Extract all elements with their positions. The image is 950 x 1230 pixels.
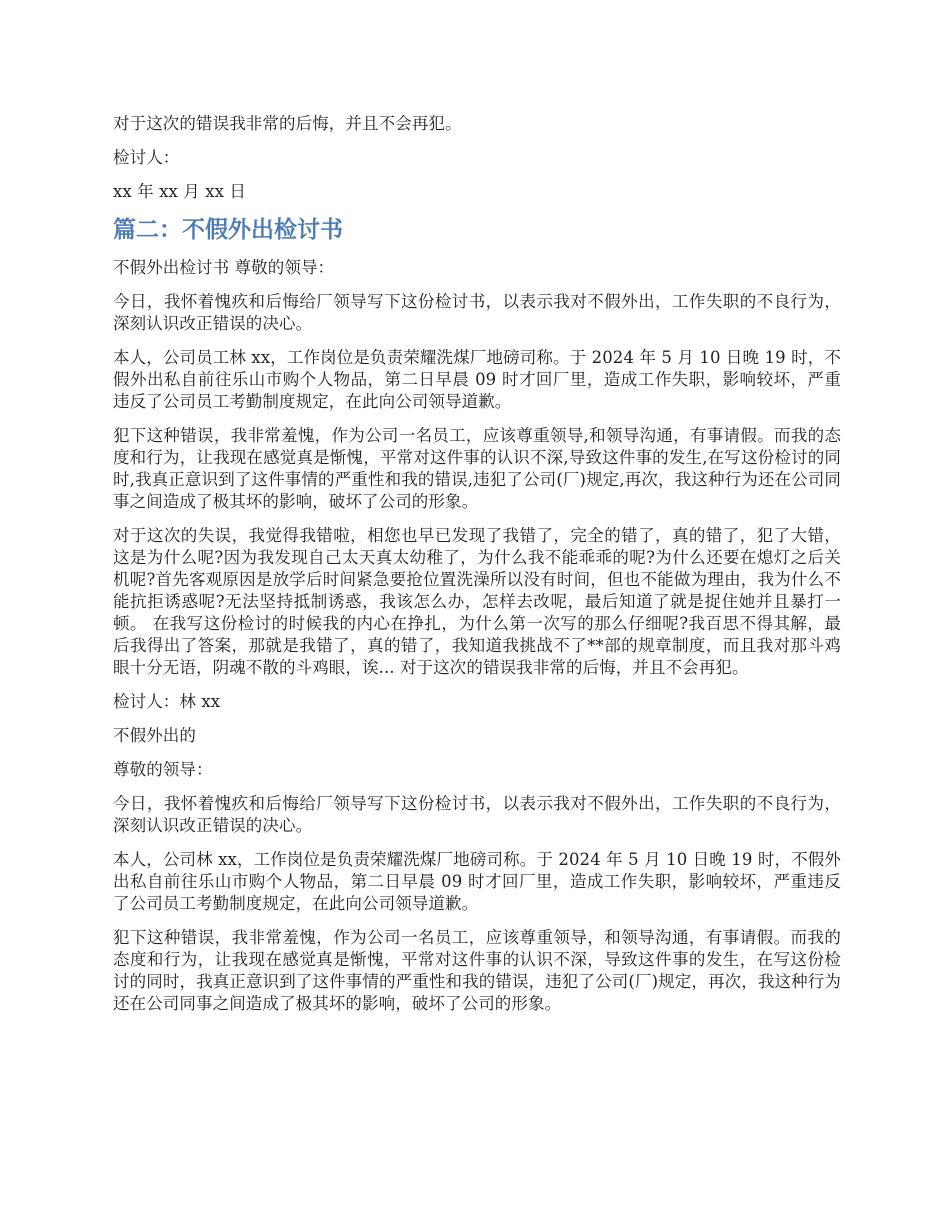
salutation-line: 不假外出检讨书 尊敬的领导： [113, 258, 335, 277]
signature-line: 检讨人：林 xx [113, 692, 221, 711]
paragraph-incident-2: 本人，公司林 xx，工作岗位是负责荣耀洗煤厂地磅司称。于 2024 年 5 月 10 日晚 19 时，不假外出私自前往乐山市购个人物品，第二日早晨 09 时才回厂里，造成工作失职，影响较坏，严重违反了公司员工考勤制度规定，在此向公司领导道歉。 [113, 850, 841, 913]
section-title: 篇二：不假外出检讨书 [113, 217, 343, 243]
paragraph-incident: 本人，公司员工林 xx，工作岗位是负责荣耀洗煤厂地磅司称。于 2024 年 5 月 10 日晚 19 时，不假外出私自前往乐山市购个人物品，第二日早晨 09 时才回厂里，造成工作失职，影响较坏，严重违反了公司员工考勤制度规定，在此向公司领导道歉。 [113, 348, 841, 411]
closing-statement: 对于这次的错误我非常的后悔，并且不会再犯。 [113, 114, 462, 133]
signature-label: 检讨人： [113, 148, 180, 167]
paragraph-intro: 今日，我怀着愧疚和后悔给厂领导写下这份检讨书，以表示我对不假外出，工作失职的不良行为，深刻认识改正错误的决心。 [113, 292, 841, 333]
document-page [113, 113, 841, 1027]
paragraph-reflection: 犯下这种错误，我非常羞愧，作为公司一名员工，应该尊重领导,和领导沟通，有事请假。而我的态度和行为，让我现在感觉真是惭愧，平常对这件事的认识不深,导致这件事的发生,在写这份检讨的同时,我真正意识到了这件事情的严重性和我的错误,违犯了公司(厂)规定,再次，我这种行为还在公司同事之间造成了极其坏的影响，破坏了公司的形象。 [113, 426, 841, 511]
paragraph-reflection-2: 犯下这种错误，我非常羞愧，作为公司一名员工，应该尊重领导，和领导沟通，有事请假。而我的态度和行为，让我现在感觉真是惭愧，平常对这件事的认识不深，导致这件事的发生，在写这份检讨的同时，我真正意识到了这件事情的严重性和我的错误，违犯了公司(厂)规定，再次，我这种行为还在公司同事之间造成了极其坏的影响，破坏了公司的形象。 [113, 928, 841, 1013]
paragraph-mistake: 对于这次的失误，我觉得我错啦，相您也早已发现了我错了，完全的错了，真的错了，犯了大错，这是为什么呢?因为我发现自己太天真太幼稚了，为什么我不能乖乖的呢?为什么还要在熄灯之后关机呢?首先客观原因是放学后时间紧急要抢位置洗澡所以没有时间，但也不能做为理由，我为什么不能抗拒诱惑呢?无法坚持抵制诱惑，我该怎么办，怎样去改呢，最后知道了就是捉住她并且暴打一顿。 在我写这份检讨的时候我的内心在挣扎，为什么第一次写的那么仔细呢?我百思不得其解，最后我得出了答案，那就是我错了，真的错了，我知道我挑战不了**部的规章制度，而且我对那斗鸡眼十分无语，阴魂不散的斗鸡眼，诶... 对于这次的错误我非常的后悔，并且不会再犯。 [113, 526, 841, 677]
date-line: xx 年 xx 月 xx 日 [113, 182, 246, 201]
subtitle-line: 不假外出的 [113, 726, 196, 745]
salutation-line-2: 尊敬的领导： [113, 760, 213, 779]
paragraph-intro-2: 今日，我怀着愧疚和后悔给厂领导写下这份检讨书，以表示我对不假外出，工作失职的不良行为，深刻认识改正错误的决心。 [113, 794, 841, 835]
